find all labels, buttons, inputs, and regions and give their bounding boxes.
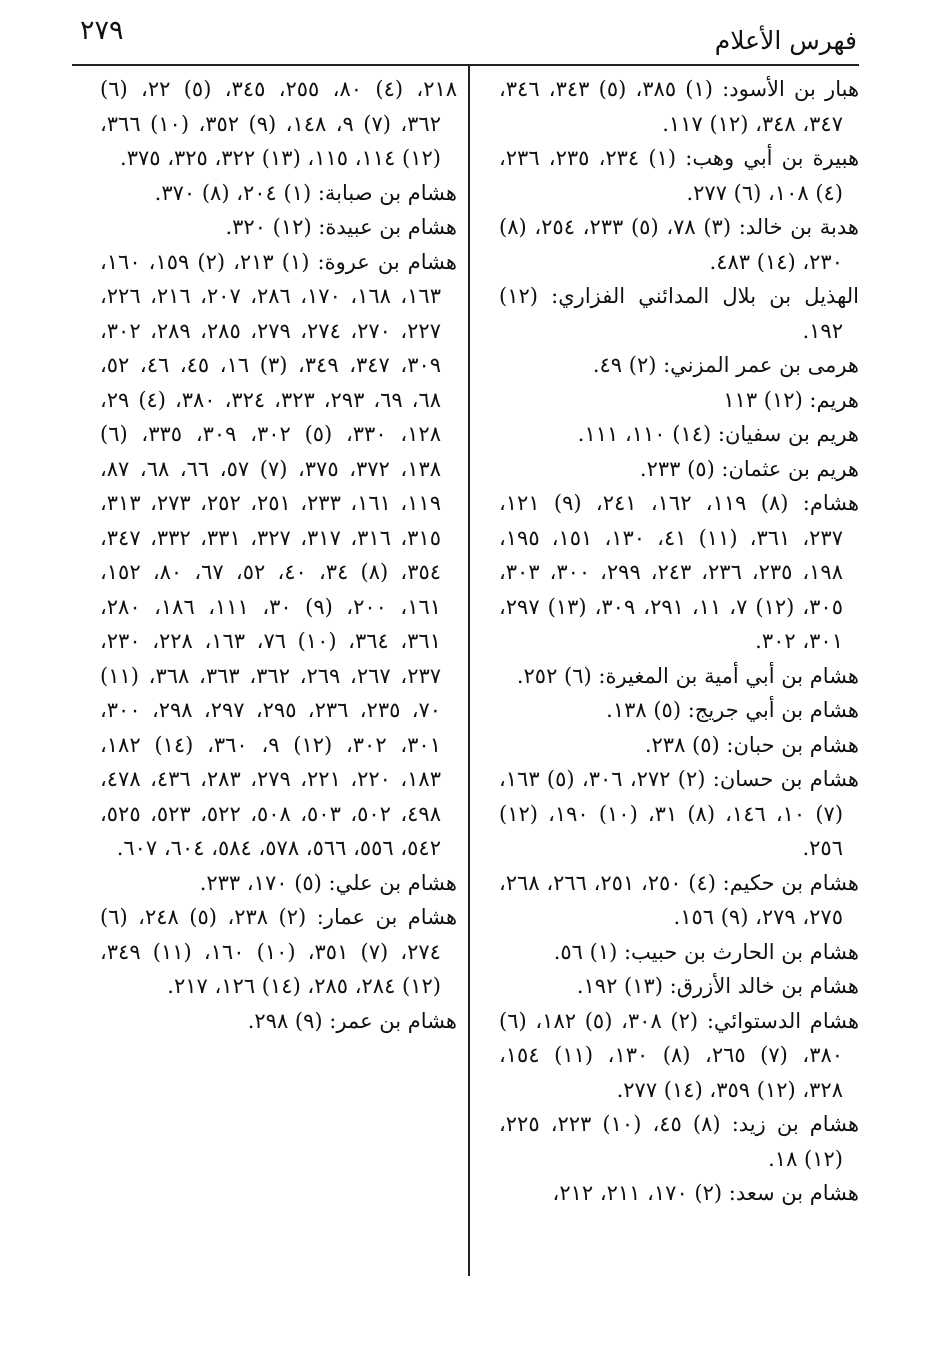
index-entry: هشام بن حسان: (٢) ٢٧٢، ٣٠٦، (٥) ١٦٣، (٧) ١٠، ١٤٦، (٨) ٣١، (١٠) ١٩٠، (١٢) ٢٥٦. [499,767,860,860]
index-entry: هبار بن الأسود: (١) ٣٨٥، (٥) ٣٤٣، ٣٤٦، ٣٤٧، ٣٤٨، (١٢) ١١٧. [499,77,860,136]
index-entry: هشام بن الحارث بن حبيب: (١) ٥٦. [553,939,859,964]
running-header-title: فهرس الأعلام [714,26,857,55]
index-entry: هرمى بن عمر المزني: (٢) ٤٩. [592,353,859,377]
index-entry: هشام بن زيد: (٨) ٤٥، (١٠) ٢٢٣، ٢٢٥، (١٢) ١٨. [499,1112,860,1171]
index-column-right [499,72,859,1211]
index-column-left [100,72,457,1038]
index-entry: هشام بن عمر: (٩) ٢٩٨. [247,1008,457,1033]
index-entry: هريم: (١٢) ١١٣ [723,387,859,412]
index-entry: هشام بن حبان: (٥) ٢٣٨. [644,732,859,757]
index-entry: هريم بن سفيان: (١٤) ١١٠، ١١١. [577,422,859,446]
index-entry: هدبة بن خالد: (٣) ٧٨، (٥) ٢٣٣، ٢٥٤، (٨) ٢٣٠، (١٤) ٤٨٣. [499,215,859,274]
index-entry: هبيرة بن أبي وهب: (١) ٢٣٤، ٢٣٥، ٢٣٦، (٤) ١٠٨، (٦) ٢٧٧. [499,146,860,205]
index-entry: الهذيل بن بلال المدائني الفزاري: (١٢) ١٩٢. [499,284,859,343]
page-number: ٢٧٩ [80,15,124,46]
index-entry: هشام بن صبابة: (١) ٢٠٤، (٨) ٣٧٠. [154,180,457,205]
index-entry: هشام بن أبي جريج: (٥) ١٣٨. [606,698,859,722]
index-entry: هشام بن حكيم: (٤) ٢٥٠، ٢٥١، ٢٦٦، ٢٦٨، ٢٧٥، ٢٧٩، (٩) ١٥٦. [499,870,859,929]
header-rule [72,64,859,66]
index-entry: هشام بن عبيدة: (١٢) ٣٢٠. [225,215,457,239]
index-entry: هشام بن أبي أمية بن المغيرة: (٦) ٢٥٢. [516,663,859,688]
index-entry: هشام بن عروة: (١) ٢١٣، (٢) ١٥٩، ١٦٠، ١٦٣، ١٦٨، ١٧٠، ٢٨٦، ٢٠٧، ٢١٦، ٢٢٦، ٢٢٧، ٢٧٠، ٢٧٤، ٢٧٩، ٢٨٥، ٢٨٩، ٣٠٢، ٣٠٩، ٣٤٧، ٣٤٩، (٣) ١٦، ٤٥، ٤٦، ٥٢، ٦٨، ٦٩، ٢٩٣، ٣٢٣، ٣٢٤، ٣٨٠، (٤) ٢٩، ١٢٨، ٣٣٠، (٥) ٣٠٢، ٣٠٩، ٣٣٥، (٦) ١٣٨، ٣٧٢، ٣٧٥، (٧) ٥٧، ٦٦، ٦٨، ٨٧، ١١٩، ١٦١، ٢٣٣، ٢٥١، ٢٥٢، ٢٧٣، ٣١٣، ٣١٥، ٣١٦، ٣١٧، ٣٢٧، ٣٣١، ٣٣٢، ٣٤٧، ٣٥٤، (٨) ٣٤، ٤٠، ٥٢، ٦٧، ٨٠، ١٥٢، ١٦١، ٢٠٠، (٩) ٣٠، ١١١، ١٨٦، ٢٨٠، ٣٦١، ٣٦٤، (١٠) ٧٦، ١٦٣، ٢٢٨، ٢٣٠، ٢٣٧، ٢٦٧، ٢٦٩، ٣٦٢، ٣٦٣، ٣٦٨، (١١) ٧٠، ٢٣٥، ٢٣٦، ٢٩٥، ٢٩٧، ٢٩٨، ٣٠٠، ٣٠١، ٣٠٢، (١٢) ٩، ٣٦٠، (١٤) ١٨٢، ١٨٣، ٢٢٠، ٢٢١، ٢٧٩، ٢٨٣، ٤٣٦، ٤٧٨، ٤٩٨، ٥٠٢، ٥٠٣، ٥٠٨، ٥٢٢، ٥٢٣، ٥٢٥، ٥٤٢، ٥٥٦، ٥٦٦، ٥٧٨، ٥٨٤، ٦٠٤، ٦٠٧. [100,249,457,860]
index-entry: هشام الدستوائي: (٢) ٣٠٨، (٥) ١٨٢، (٦) ٣٨٠، (٧) ٢٦٥، (٨) ١٣٠، (١١) ١٥٤، ٣٢٨، (١٢) ٣٥٩، (١٤) ٢٧٧. [499,1008,860,1102]
index-entry: هريم بن عثمان: (٥) ٢٣٣. [639,456,859,481]
index-entry: هشام بن علي: (٥) ١٧٠، ٢٣٣. [199,870,457,895]
index-entry: هشام بن خالد الأزرق: (١٣) ١٩٢. [576,974,859,998]
index-entry: هشام: (٨) ١١٩، ١٦٢، ٢٤١، (٩) ١٢١، ٢٣٧، ٣٦١، (١١) ٤١، ١٣٠، ١٥١، ١٩٥، ١٩٨، ٢٣٥، ٢٣٦، ٢٤٣، ٢٩٩، ٣٠٠، ٣٠٣، ٣٠٥، (١٢) ٧، ١١، ٢٩١، ٣٠٩، (١٣) ٢٩٧، ٣٠١، ٣٠٢. [499,491,860,653]
index-entry: هشام بن سعد: (٢) ١٧٠، ٢١١، ٢١٢، [552,1181,859,1205]
column-divider [468,66,470,1276]
index-entry-continuation: ٢١٨، (٤) ٨٠، ٢٥٥، ٣٤٥، (٥) ٢٢، (٦) ٣٦٢، (٧) ٩، ١٤٨، (٩) ٣٥٢، (١٠) ٣٦٦، (١٢) ١١٤، ١١٥، (١٣) ٣٢٢، ٣٢٥، ٣٧٥. [100,77,458,170]
index-entry: هشام بن عمار: (٢) ٢٣٨، (٥) ٢٤٨، (٦) ٢٧٤، (٧) ٣٥١، (١٠) ١٦٠، (١١) ٣٤٩، (١٢) ٢٨٤، ٢٨٥، (١٤) ١٢٦، ٢١٧. [100,905,458,998]
